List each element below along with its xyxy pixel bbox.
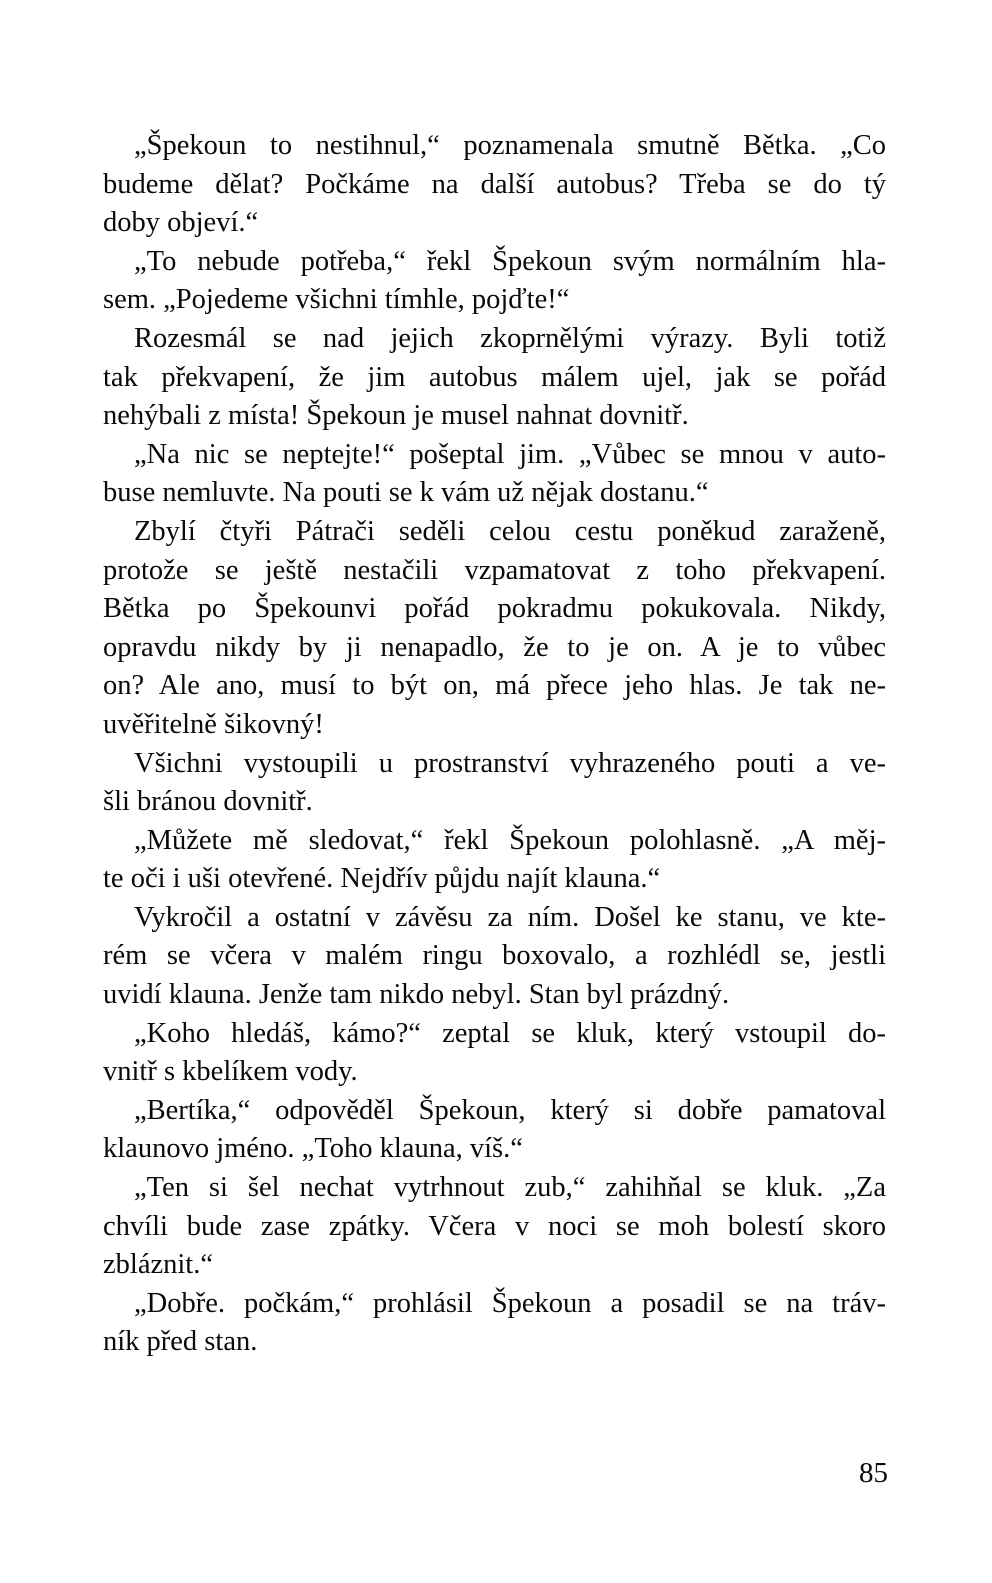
text-line: Zbylí čtyři Pátrači seděli celou cestu poněkud zaraženě, xyxy=(134,515,886,547)
text-line: Všichni vystoupili u prostranství vyhrazeného pouti a ve- xyxy=(134,747,886,779)
text-line: te oči i uši otevřené. Nejdřív půjdu najít klauna.“ xyxy=(103,863,661,895)
text-line: rém se včera v malém ringu boxovalo, a rozhlédl se, jestli xyxy=(103,940,886,972)
text-line: ník před stan. xyxy=(103,1326,258,1358)
text-line: vnitř s kbelíkem vody. xyxy=(103,1056,358,1088)
paragraph xyxy=(103,1169,886,1285)
paragraph xyxy=(103,320,886,436)
paragraph xyxy=(103,127,886,243)
text-line: sem. „Pojedeme všichni tímhle, pojďte!“ xyxy=(103,284,570,316)
paragraph xyxy=(103,1015,886,1092)
paragraph xyxy=(103,899,886,1015)
text-line: budeme dělat? Počkáme na další autobus? Třeba se do tý xyxy=(103,168,886,200)
text-line: „Dobře. počkám,“ prohlásil Špekoun a posadil se na tráv- xyxy=(134,1287,886,1319)
text-line: protože se ještě nestačili vzpamatovat z toho překvapení. xyxy=(103,554,886,586)
paragraph xyxy=(103,243,886,320)
body-text xyxy=(103,127,886,1362)
paragraph xyxy=(103,513,886,745)
text-line: šli bránou dovnitř. xyxy=(103,786,313,818)
text-line: „Bertíka,“ odpověděl Špekoun, který si dobře pamatoval xyxy=(134,1094,886,1126)
text-line: Rozesmál se nad jejich zkoprnělými výrazy. Byli totiž xyxy=(134,322,886,354)
text-line: „Koho hledáš, kámo?“ zeptal se kluk, který vstoupil do- xyxy=(134,1017,886,1049)
text-line: uvidí klauna. Jenže tam nikdo nebyl. Stan byl prázdný. xyxy=(103,979,730,1011)
text-line: buse nemluvte. Na pouti se k vám už nějak dostanu.“ xyxy=(103,477,709,509)
page-number: 85 xyxy=(859,1457,888,1489)
text-line: nehýbali z místa! Špekoun je musel nahnat dovnitř. xyxy=(103,400,689,432)
paragraph xyxy=(103,745,886,822)
text-line: tak překvapení, že jim autobus málem ujel, jak se pořád xyxy=(103,361,886,393)
paragraph xyxy=(103,822,886,899)
text-line: Vykročil a ostatní v závěsu za ním. Došel ke stanu, ve kte- xyxy=(134,901,886,933)
text-line: chvíli bude zase zpátky. Včera v noci se moh bolestí skoro xyxy=(103,1210,886,1242)
text-line: „To nebude potřeba,“ řekl Špekoun svým normálním hla- xyxy=(134,245,886,277)
text-line: opravdu nikdy by ji nenapadlo, že to je on. A je to vůbec xyxy=(103,631,886,663)
paragraph xyxy=(103,1092,886,1169)
paragraph xyxy=(103,436,886,513)
text-line: uvěřitelně šikovný! xyxy=(103,708,324,740)
text-line: „Ten si šel nechat vytrhnout zub,“ zahihňal se kluk. „Za xyxy=(134,1172,886,1204)
text-line: on? Ale ano, musí to být on, má přece jeho hlas. Je tak ne- xyxy=(103,670,886,702)
paragraph xyxy=(103,1285,886,1362)
text-line: „Na nic se neptejte!“ pošeptal jim. „Vůbec se mnou v auto- xyxy=(134,438,886,470)
text-line: zbláznit.“ xyxy=(103,1249,213,1281)
text-line: doby objeví.“ xyxy=(103,207,259,239)
text-line: „Špekoun to nestihnul,“ poznamenala smutně Bětka. „Co xyxy=(134,130,886,161)
text-line: „Můžete mě sledovat,“ řekl Špekoun polohlasně. „A měj- xyxy=(134,824,886,856)
text-line: Bětka po Špekounvi pořád pokradmu pokukovala. Nikdy, xyxy=(103,593,886,625)
text-line: klaunovo jméno. „Toho klauna, víš.“ xyxy=(103,1133,523,1165)
